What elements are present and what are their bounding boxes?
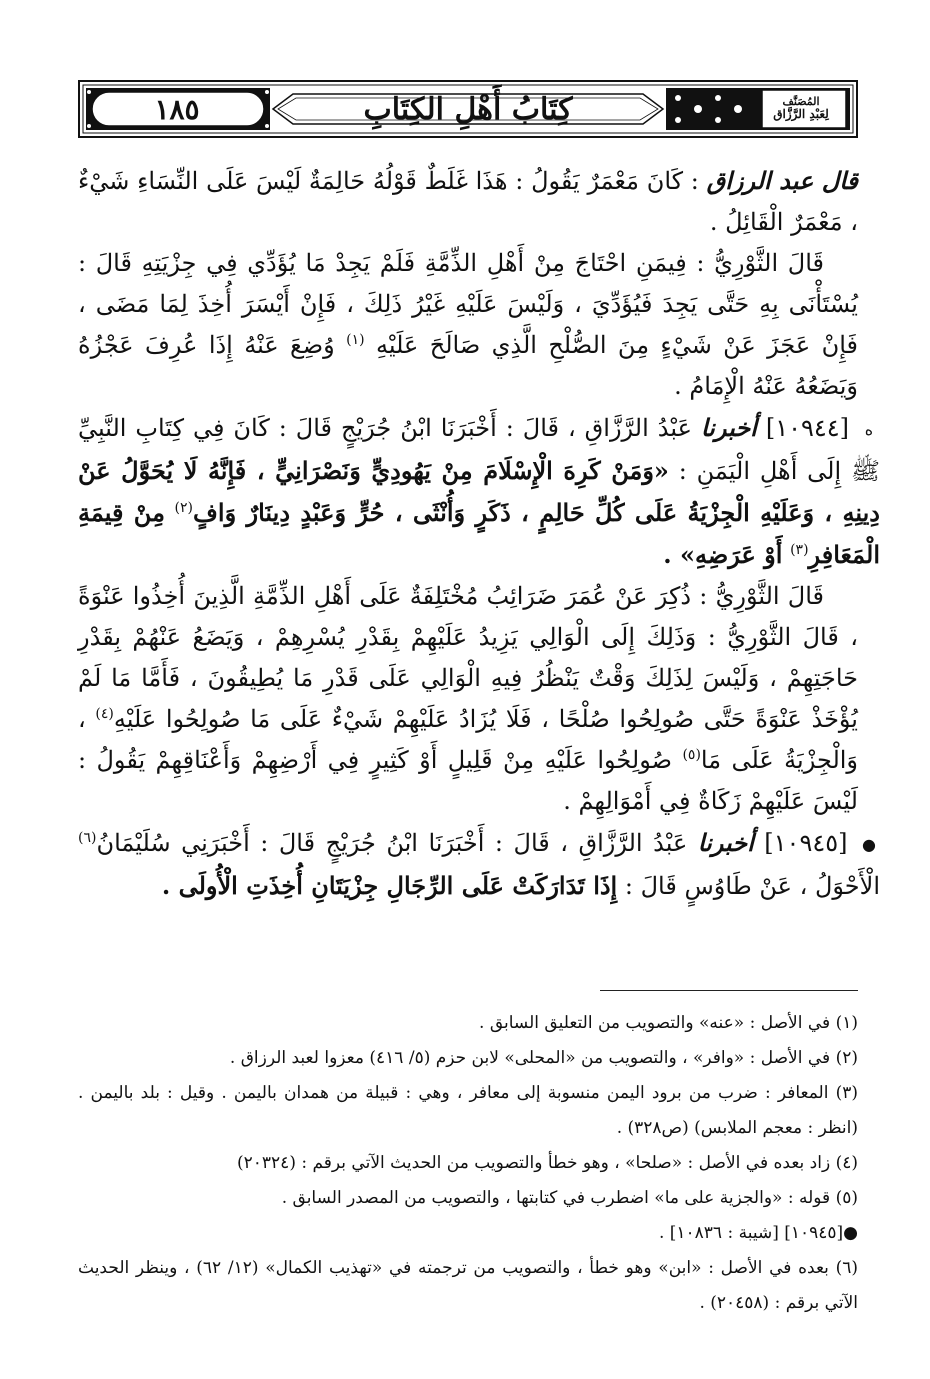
hadith-isnad: عَبْدُ الرَّزَّاقِ ، قَالَ : أَخْبَرَنَا ابْنُ جُرَيْجٍ قَالَ : كَانَ فِي كِتَابِ النَّبِيِّ ﷺ إِلَى أَهْلِ الْيَمَنِ : — [78, 414, 880, 485]
book-logo-line1: المُصَنَّف — [782, 94, 820, 108]
footnote-ref-3: (٣) — [790, 542, 809, 558]
footnotes — [78, 1006, 858, 1321]
paragraph-text: صُولِحُوا عَلَيْهِ مِنْ قَلِيلٍ أَوْ كَثِيرٍ فِي أَرْضِهِمْ وَأَعْنَاقِهِمْ يَقُولُ : لَيْسَ عَلَيْهِمْ زَكَاةٌ فِي أَمْوَالِهِمْ . — [78, 746, 858, 815]
paragraph-text: قَالَ الثَّوْرِيُّ : ذُكِرَ عَنْ عُمَرَ ضَرَائِبُ مُخْتَلِفَةٌ عَلَى أَهْلِ الذِّمَّةِ الَّذِينَ أُخِذُوا عَنْوَةً ، قَالَ الثَّوْرِيُّ : وَذَلِكَ إِلَى الْوَالِي يَزِيدُ عَلَيْهِمْ بِقَدْرِ يُسْرِهِمْ ، وَيَضَعُ عَنْهُمْ بِقَدْرِ حَاجَتِهِمْ ، وَلَيْسَ لِذَلِكَ وَقْتٌ يَنْظُرُ فِيهِ الْوَالِي عَلَى قَدْرِ مَا يُطِيقُونَ ، فَأَمَّا مَا لَمْ يُؤْخَذْ عَنْوَةً حَتَّى صُولِحُوا صُلْحًا ، فَلَا يُزَادُ عَلَيْهِمْ شَيْءٌ عَلَى مَا صُولِحُوا عَلَيْهِ — [78, 582, 858, 733]
paragraph-text: قَالَ الثَّوْرِيُّ : فِيمَنِ احْتَاجَ مِنْ أَهْلِ الذِّمَّةِ فَلَمْ يَجِدْ مَا يُؤَدِّي فِي جِزْيَتِهِ قَالَ : يُسْتَأْنَى بِهِ حَتَّى يَجِدَ فَيُؤَدِّيَ ، وَلَيْسَ عَلَيْهِ غَيْرُ ذَلِكَ ، فَإِنْ أَيْسَرَ أُخِذَ لِمَا مَضَى ، فَإِنْ عَجَزَ عَنْ شَيْءٍ مِنَ الصُّلْحِ الَّذِي صَالَحَ عَلَيْهِ — [78, 249, 858, 359]
paragraph-text: وُضِعَ عَنْهُ إِذَا عُرِفَ عَجْزُهُ وَيَضَعُهُ عَنْهُ الْإِمَامُ . — [78, 331, 858, 400]
hadith-matn: إِذَا تَدَارَكَتْ عَلَى الرِّجَالِ جِزْيَتَانِ أُخِذَتِ الْأُولَى . — [161, 871, 618, 900]
footnote-takhrij-10945: ●[١٠٩٤٥] [شيبة : ١٠٨٣٦] . — [658, 1223, 858, 1243]
book-logo — [768, 84, 834, 134]
hadith-number: [١٠٩٤٤] — [765, 414, 850, 442]
footnote-4: (٤) زاد بعده في الأصل : «صلحا» ، وهو خطأ والتصويب من الحديث الآتي برقم : (٢٠٣٢٤) — [237, 1153, 858, 1173]
footnote-6: (٦) بعده في الأصل : «ابن» وهو خطأ ، والتصويب من ترجمته في «تهذيب الكمال» (١٢/ ٦٢) ، وينظر الحديث الآتي برقم : (٢٠٤٥٨) . — [78, 1258, 858, 1313]
footnote-5: (٥) قوله : «والجزية على ما» اضطرب في كتابتها ، والتصويب من المصدر السابق . — [281, 1188, 858, 1208]
hadith-isnad: عَبْدُ الرَّزَّاقِ ، قَالَ : أَخْبَرَنَا ابْنُ جُرَيْجٍ قَالَ : أَخْبَرَنِي سُلَيْمَانُ — [96, 829, 688, 857]
hadith-marker: ه — [864, 420, 874, 439]
footnote-separator — [600, 990, 858, 991]
paragraph-abd-al-razzaq — [78, 160, 858, 243]
paragraph-text: ، وَالْجِزْيَةُ عَلَى مَا — [78, 705, 859, 774]
hadith-marker: ● — [862, 835, 876, 854]
book-logo-line2: لِعَبْدِ الرَّزَّاق — [773, 107, 829, 122]
footnote-ref-4: (٤) — [95, 706, 114, 722]
hadith-10945 — [78, 822, 880, 907]
hadith-isnad: الْأَحْوَلُ ، عَنْ طَاوُسٍ قَالَ : — [624, 872, 880, 900]
hadith-10944 — [78, 407, 880, 576]
paragraph-thawri-2 — [78, 576, 858, 822]
footnote-ref-1: (١) — [346, 332, 365, 348]
footnote-ref-5: (٥) — [682, 747, 701, 763]
paragraph-text: : كَانَ مَعْمَرٌ يَقُولُ : هَذَا غَلَطٌ قَوْلُهُ حَالِمَةٌ لَيْسَ عَلَى النِّسَاءِ شَيْءٌ ، مَعْمَرٌ الْقَائِلُ . — [78, 167, 858, 236]
hadith-number: [١٠٩٤٥] — [764, 829, 848, 857]
page-header — [78, 80, 858, 138]
chapter-title: كِتَابُ أَهْلِ الكِتَابِ — [363, 91, 573, 127]
akhbarana-label: أخبرنا — [697, 828, 754, 857]
footnote-2: (٢) في الأصل : «وافر» ، والتصويب من «المحلى» لابن حزم (٥/ ٤١٦) معزوا لعبد الرزاق . — [229, 1048, 858, 1068]
hadith-matn: أَوْ عَرَضِهِ» . — [663, 540, 783, 569]
hadith-matn: مِنْ قِيمَةِ الْمَعَافِرِ — [78, 498, 880, 569]
footnote-3: (٣) المعافر : ضرب من برود اليمن منسوبة إلى معافر ، وهي : قبيلة من همدان باليمن . وقيل : بلد باليمن . (انظر : معجم الملابس) (ص٣٢٨) . — [78, 1083, 858, 1138]
paragraph-thawri-1 — [78, 243, 858, 407]
hadith-matn: «وَمَنْ كَرِهَ الْإِسْلَامَ مِنْ يَهُودِيٍّ وَنَصْرَانِيٍّ ، فَإِنَّهُ لَا يُحَوَّلُ عَنْ دِينِهِ ، وَعَلَيْهِ الْجِزْيَةُ عَلَى كُلِّ حَالِمٍ ، ذَكَرٍ وَأُنْثَى ، حُرٍّ وَعَبْدٍ دِينَارٌ وَافٍ — [78, 456, 880, 527]
footnote-ref-6: (٦) — [78, 830, 97, 846]
footnote-ref-2: (٢) — [174, 500, 194, 516]
akhbarana-label: أخبرنا — [700, 413, 757, 442]
speaker-abd-al-razzaq: قال عبد الرزاق — [706, 166, 859, 195]
main-text — [78, 160, 880, 907]
footnote-1: (١) في الأصل : «عنه» والتصويب من التعليق السابق . — [479, 1013, 858, 1033]
page-number: ١٨٥ — [154, 92, 200, 126]
